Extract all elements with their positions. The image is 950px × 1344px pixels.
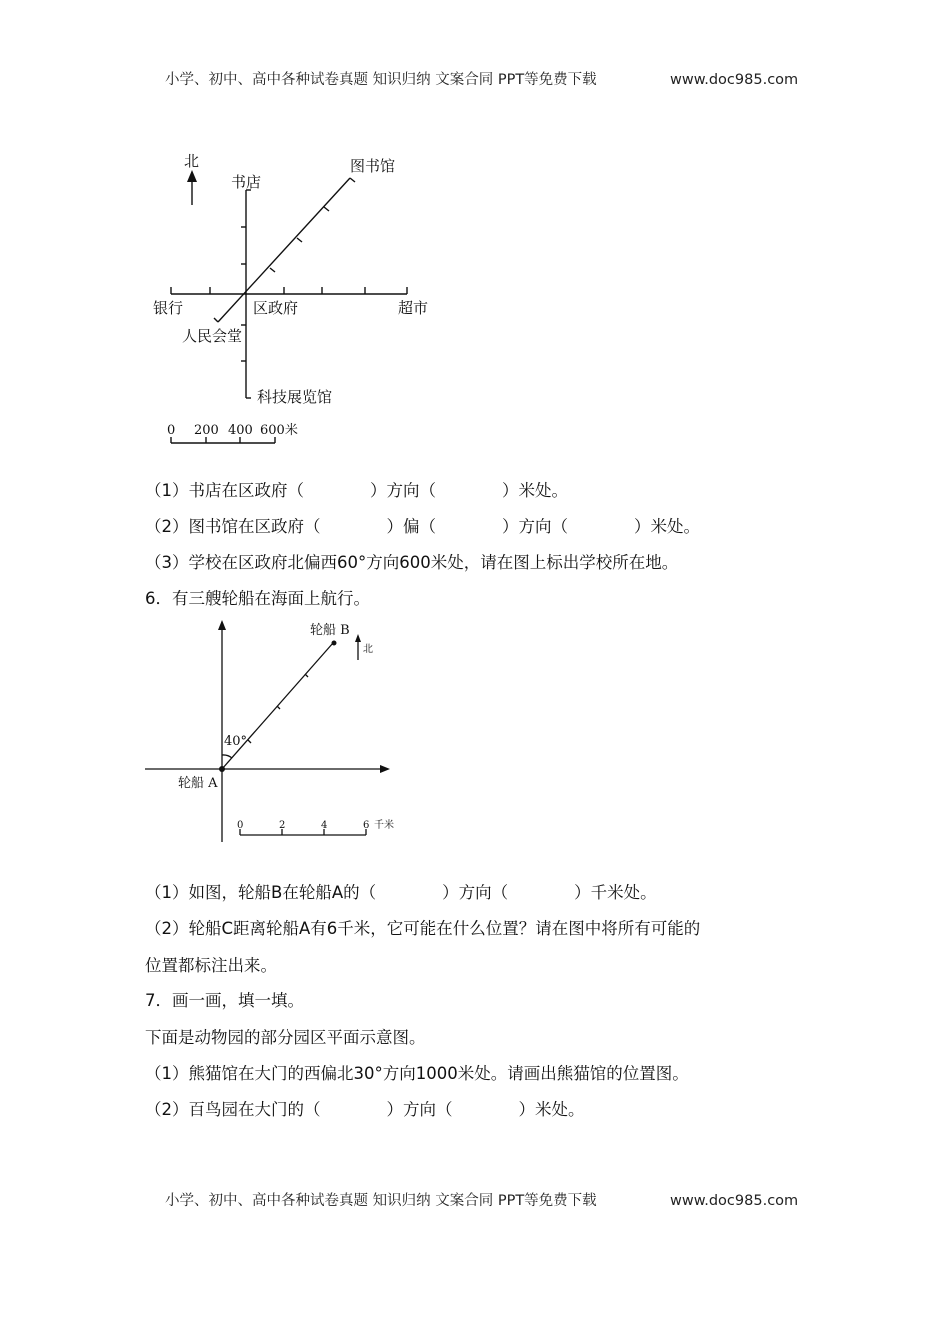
ship-a-label: 轮船 A xyxy=(178,776,218,791)
q5-item-1: （1）书店在区政府（ ）方向（ ）米处。 xyxy=(145,481,568,500)
footer-text: 小学、初中、高中各种试卷真题 知识归纳 文案合同 PPT等免费下载 xyxy=(165,1193,597,1209)
scale-0: 0 xyxy=(237,820,244,831)
north-label: 北 xyxy=(363,644,373,655)
scale-unit: 千米 xyxy=(374,820,394,831)
q6-item-2: （2）轮船C距离轮船A有6千米，它可能在什么位置？请在图中将所有可能的 xyxy=(145,919,701,938)
angle-label: 40° xyxy=(224,734,248,749)
header-site: www.doc985.com xyxy=(670,72,799,88)
scale-200: 200 xyxy=(194,423,219,438)
ship-b-point xyxy=(332,641,337,646)
header-text: 小学、初中、高中各种试卷真题 知识归纳 文案合同 PPT等免费下载 xyxy=(165,72,597,88)
q6-title: 6．有三艘轮船在海面上航行。 xyxy=(145,589,370,608)
north-label: 北 xyxy=(184,152,200,170)
scale-600: 600米 xyxy=(260,423,298,438)
museum-label: 科技展览馆 xyxy=(257,388,333,406)
hall-label: 人民会堂 xyxy=(182,327,243,345)
gov-label: 区政府 xyxy=(253,299,299,317)
scale-4: 4 xyxy=(321,820,328,831)
footer-site: www.doc985.com xyxy=(670,1193,799,1209)
scale-6: 6 xyxy=(363,820,370,831)
q5-item-3: （3）学校在区政府北偏西60°方向600米处，请在图上标出学校所在地。 xyxy=(145,553,679,572)
scale-2: 2 xyxy=(279,820,286,831)
bookstore-label: 书店 xyxy=(231,173,262,191)
scale-400: 400 xyxy=(228,423,253,438)
ship-b-label: 轮船 B xyxy=(310,623,350,638)
library-label: 图书馆 xyxy=(350,157,396,175)
north-arrow-icon xyxy=(355,634,361,642)
bank-label: 银行 xyxy=(153,299,184,317)
market-label: 超市 xyxy=(398,299,429,317)
q5-item-2: （2）图书馆在区政府（ ）偏（ ）方向（ ）米处。 xyxy=(145,517,700,536)
q7-item-1: （1）熊猫馆在大门的西偏北30°方向1000米处。请画出熊猫馆的位置图。 xyxy=(145,1064,689,1083)
scale-0: 0 xyxy=(167,423,176,438)
q6-item-2-cont: 位置都标注出来。 xyxy=(145,956,277,975)
q6-item-1: （1）如图，轮船B在轮船A的（ ）方向（ ）千米处。 xyxy=(145,883,657,902)
q7-intro: 下面是动物园的部分园区平面示意图。 xyxy=(145,1028,426,1047)
ship-a-point xyxy=(219,766,225,772)
q7-item-2: （2）百鸟园在大门的（ ）方向（ ）米处。 xyxy=(145,1100,585,1119)
q7-title: 7．画一画，填一填。 xyxy=(145,991,304,1010)
